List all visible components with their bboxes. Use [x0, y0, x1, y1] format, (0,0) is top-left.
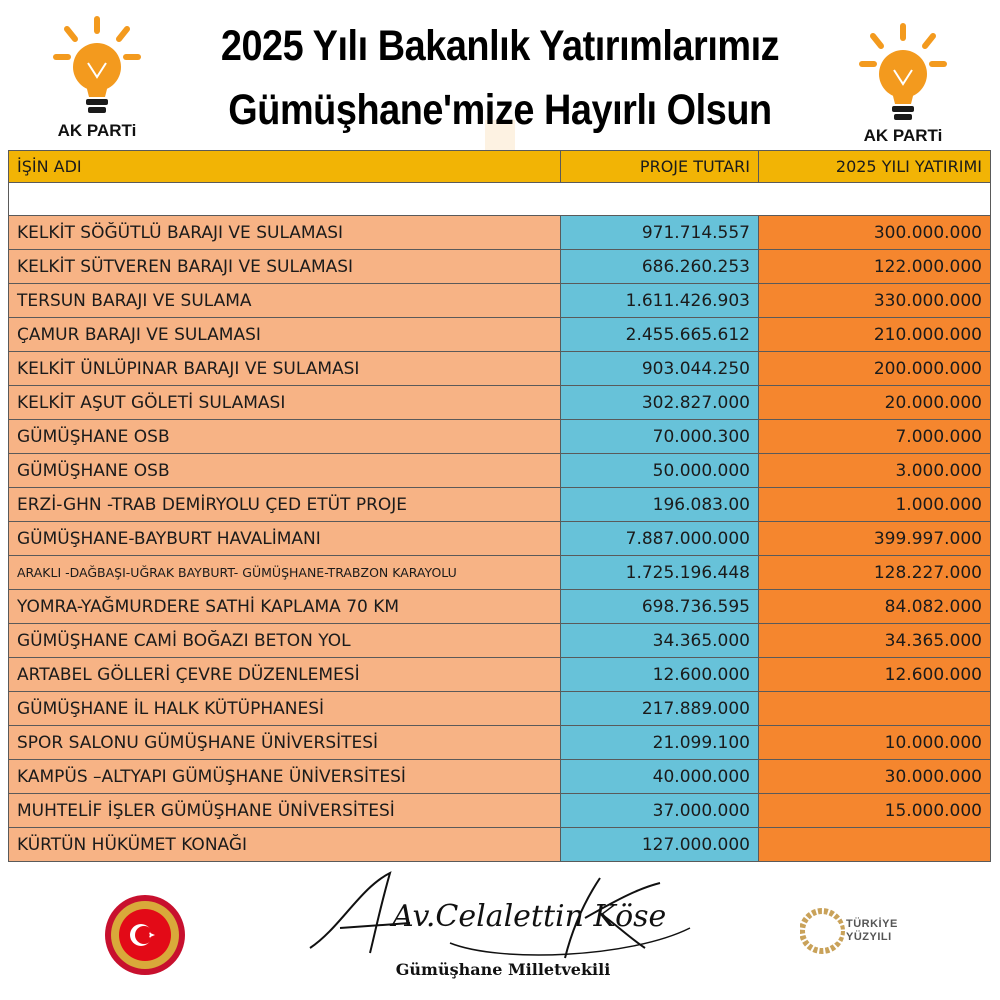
project-name-cell: MUHTELİF İŞLER GÜMÜŞHANE ÜNİVERSİTESİ [9, 794, 561, 828]
project-name-cell: GÜMÜŞHANE-BAYBURT HAVALİMANI [9, 522, 561, 556]
investment-2025-cell: 399.997.000 [759, 522, 991, 556]
project-amount-cell: 37.000.000 [561, 794, 759, 828]
table-row [9, 828, 991, 862]
project-name-cell: KAMPÜS –ALTYAPI GÜMÜŞHANE ÜNİVERSİTESİ [9, 760, 561, 794]
project-name-cell: KELKİT AŞUT GÖLETİ SULAMASI [9, 386, 561, 420]
project-name-cell: SPOR SALONU GÜMÜŞHANE ÜNİVERSİTESİ [9, 726, 561, 760]
investment-2025-cell: 12.600.000 [759, 658, 991, 692]
project-name-cell: KELKİT SÜTVEREN BARAJI VE SULAMASI [9, 250, 561, 284]
table-row [9, 420, 991, 454]
turkiye-yuzyili-logo [800, 902, 910, 962]
table-row [9, 488, 991, 522]
investment-2025-cell: 200.000.000 [759, 352, 991, 386]
crescent-icon [800, 906, 850, 956]
investment-2025-cell: 128.227.000 [759, 556, 991, 590]
signature-image [300, 868, 700, 968]
project-amount-cell: 21.099.100 [561, 726, 759, 760]
investment-2025-cell: 34.365.000 [759, 624, 991, 658]
project-name-cell: KELKİT ÜNLÜPINAR BARAJI VE SULAMASI [9, 352, 561, 386]
investment-2025-cell [759, 828, 991, 862]
project-name-cell: KÜRTÜN HÜKÜMET KONAĞI [9, 828, 561, 862]
investment-2025-cell: 84.082.000 [759, 590, 991, 624]
investment-2025-cell: 330.000.000 [759, 284, 991, 318]
ak-parti-logo-left [32, 15, 162, 145]
blank-cell [9, 183, 991, 216]
table-row [9, 386, 991, 420]
project-amount-cell: 217.889.000 [561, 692, 759, 726]
page-title: 2025 Yılı Bakanlık Yatırımlarımız [220, 22, 780, 70]
investment-2025-cell: 210.000.000 [759, 318, 991, 352]
project-name-cell: ÇAMUR BARAJI VE SULAMASI [9, 318, 561, 352]
project-name-cell: GÜMÜŞHANE OSB [9, 454, 561, 488]
project-name-cell: YOMRA-YAĞMURDERE SATHİ KAPLAMA 70 KM [9, 590, 561, 624]
table-row [9, 454, 991, 488]
project-name-cell: TERSUN BARAJI VE SULAMA [9, 284, 561, 318]
project-amount-cell: 34.365.000 [561, 624, 759, 658]
table-row [9, 352, 991, 386]
project-amount-cell: 196.083.00 [561, 488, 759, 522]
project-amount-cell: 127.000.000 [561, 828, 759, 862]
investment-2025-cell [759, 692, 991, 726]
logo-right-text: AK PARTi [863, 126, 943, 145]
column-header-investment: 2025 YILI YATIRIMI [759, 151, 991, 183]
table-blank-row [9, 183, 991, 216]
project-amount-cell: 70.000.300 [561, 420, 759, 454]
project-amount-cell: 302.827.000 [561, 386, 759, 420]
investment-2025-cell: 30.000.000 [759, 760, 991, 794]
project-amount-cell: 50.000.000 [561, 454, 759, 488]
table-row [9, 522, 991, 556]
project-name-cell: KELKİT SÖĞÜTLÜ BARAJI VE SULAMASI [9, 216, 561, 250]
table-row [9, 250, 991, 284]
project-amount-cell: 1.611.426.903 [561, 284, 759, 318]
project-name-cell: GÜMÜŞHANE OSB [9, 420, 561, 454]
table-row [9, 794, 991, 828]
investments-table [8, 150, 991, 862]
table-row [9, 284, 991, 318]
project-amount-cell: 2.455.665.612 [561, 318, 759, 352]
investment-2025-cell: 15.000.000 [759, 794, 991, 828]
investment-2025-cell: 3.000.000 [759, 454, 991, 488]
ak-parti-logo-right [838, 22, 968, 152]
table-row [9, 318, 991, 352]
project-amount-cell: 903.044.250 [561, 352, 759, 386]
column-header-name: İŞİN ADI [9, 151, 561, 183]
project-amount-cell: 1.725.196.448 [561, 556, 759, 590]
ty-line1: TÜRKİYE [846, 918, 898, 930]
project-name-cell: ERZİ-GHN -TRAB DEMİRYOLU ÇED ETÜT PROJE [9, 488, 561, 522]
investment-2025-cell: 300.000.000 [759, 216, 991, 250]
logo-left-text: AK PARTi [57, 121, 137, 140]
investment-2025-cell: 10.000.000 [759, 726, 991, 760]
table-row [9, 726, 991, 760]
column-header-amount: PROJE TUTARI [561, 151, 759, 183]
investment-2025-cell: 122.000.000 [759, 250, 991, 284]
lightbulb-icon [858, 22, 948, 126]
table-header-row [9, 151, 991, 183]
project-amount-cell: 40.000.000 [561, 760, 759, 794]
project-name-cell: ARAKLI -DAĞBAŞI-UĞRAK BAYBURT- GÜMÜŞHANE-TRABZON KARAYOLU [9, 556, 561, 590]
investment-2025-cell: 7.000.000 [759, 420, 991, 454]
table-row [9, 692, 991, 726]
signature-text: Av.Celalettin Köse [392, 899, 667, 934]
lightbulb-icon [52, 15, 142, 119]
parliament-emblem-icon [103, 893, 187, 977]
project-amount-cell: 12.600.000 [561, 658, 759, 692]
project-name-cell: GÜMÜŞHANE İL HALK KÜTÜPHANESİ [9, 692, 561, 726]
table-row [9, 624, 991, 658]
project-amount-cell: 686.260.253 [561, 250, 759, 284]
table-row [9, 590, 991, 624]
table-row [9, 658, 991, 692]
project-amount-cell: 7.887.000.000 [561, 522, 759, 556]
investment-2025-cell: 20.000.000 [759, 386, 991, 420]
page-subtitle: Gümüşhane'mize Hayırlı Olsun [228, 86, 772, 134]
project-amount-cell: 971.714.557 [561, 216, 759, 250]
table-row [9, 760, 991, 794]
table-row [9, 216, 991, 250]
project-name-cell: GÜMÜŞHANE CAMİ BOĞAZI BETON YOL [9, 624, 561, 658]
project-name-cell: ARTABEL GÖLLERİ ÇEVRE DÜZENLEMESİ [9, 658, 561, 692]
ty-line2: YÜZYILI [846, 931, 892, 943]
project-amount-cell: 698.736.595 [561, 590, 759, 624]
signature-caption: Gümüşhane Milletvekili [395, 960, 611, 979]
investment-2025-cell: 1.000.000 [759, 488, 991, 522]
table-row [9, 556, 991, 590]
